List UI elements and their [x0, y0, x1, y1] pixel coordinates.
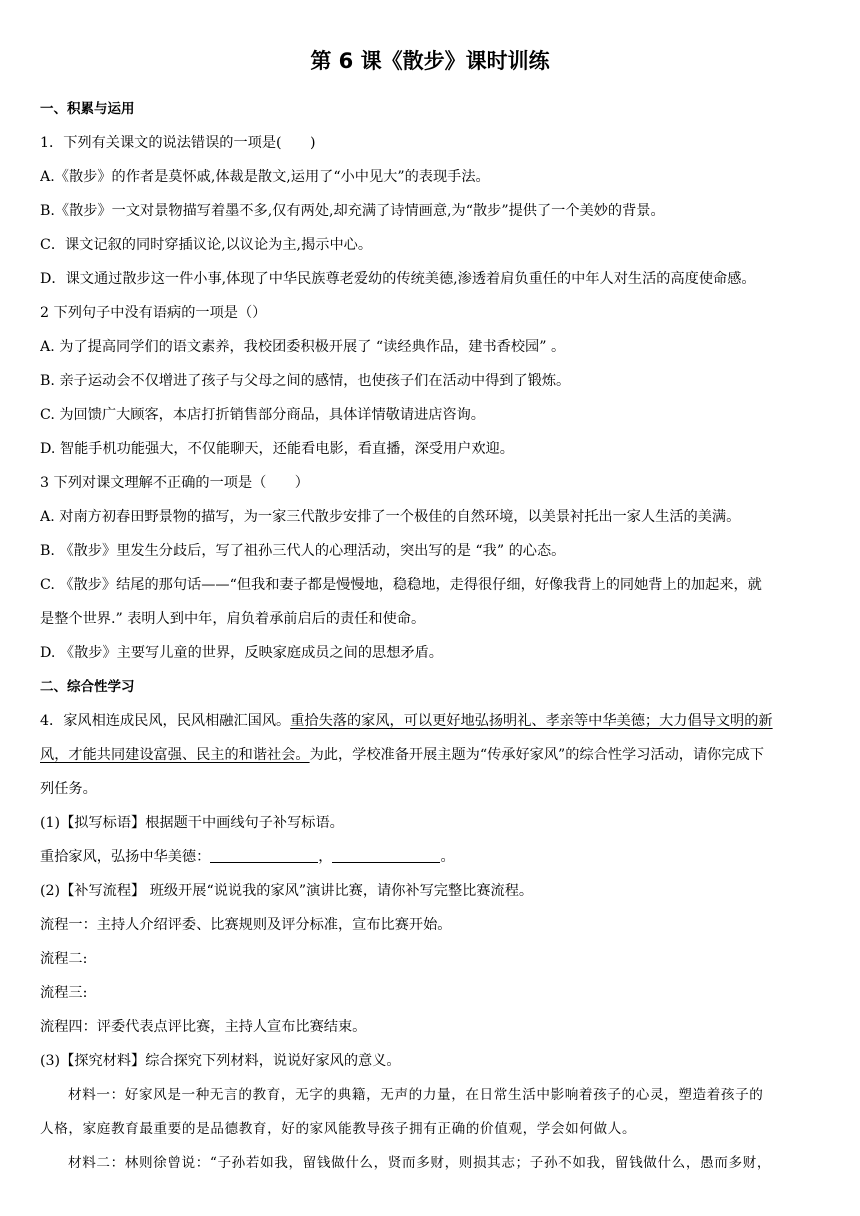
q1-stem: 1．下列有关课文的说法错误的一项是( ) [40, 135, 316, 151]
flow-step-1: 流程一：主持人介绍评委、比赛规则及评分标准，宣布比赛开始。 [40, 917, 452, 933]
slogan-prefix: 重拾家风，弘扬中华美德： [40, 849, 211, 865]
q3-option-c-line2: 是整个世界.” 表明人到中年，肩负着承前启后的责任和使命。 [40, 611, 426, 627]
q4-underlined-sentence-part1: 重拾失落的家风，可以更好地弘扬明礼、孝亲等中华美德；大力倡导文明的新 [290, 713, 773, 729]
q2-option-c: C. 为回馈广大顾客，本店打折销售部分商品，具体详情敬请进店咨询。 [40, 407, 485, 423]
q4-stem-intro: 4．家风相连成民风，民风相融汇国风。 [40, 713, 291, 729]
slogan-blank-1[interactable] [210, 848, 318, 863]
slogan-end: 。 [440, 849, 455, 865]
slogan-blank-2[interactable] [332, 848, 440, 863]
page-title: 第 6 课《散步》课时训练 [310, 49, 550, 73]
q2-option-d: D. 智能手机功能强大，不仅能聊天，还能看电影，看直播，深受用户欢迎。 [40, 441, 514, 457]
q3-option-a: A. 对南方初春田野景物的描写，为一家三代散步安排了一个极佳的自然环境，以美景衬托出一家人生活的美满。 [40, 509, 741, 525]
q1-option-b: B.《散步》一文对景物描写着墨不多,仅有两处,却充满了诗情画意,为“散步”提供了一个美妙的背景。 [40, 203, 665, 219]
flow-step-3: 流程三: [40, 985, 88, 1001]
section-heading-2: 二、综合性学习 [40, 679, 135, 695]
q1-option-d: D．课文通过散步这一件小事,体现了中华民族尊老爱幼的传统美德,渗透着肩负重任的中年人对生活的高度使命感。 [40, 271, 756, 287]
q3-option-c-line1: C. 《散步》结尾的那句话——“但我和妻子都是慢慢地，稳稳地，走得很仔细，好像我背上的同她背上的加起来，就 [40, 577, 762, 593]
q4-part2-label: (2)【补写流程】 班级开展“说说我的家风”演讲比赛，请你补写完整比赛流程。 [40, 883, 534, 899]
material-1-line1: 材料一：好家风是一种无言的教育，无字的典籍，无声的力量，在日常生活中影响着孩子的心灵，塑造着孩子的 [68, 1087, 764, 1103]
q2-option-a: A. 为了提高同学们的语文素养，我校团委积极开展了 “读经典作品，建书香校园” 。 [40, 339, 566, 355]
q4-part1-label: (1)【拟写标语】根据题干中画线句子补写标语。 [40, 815, 344, 831]
q2-option-b: B. 亲子运动会不仅增进了孩子与父母之间的感情，也使孩子们在活动中得到了锻炼。 [40, 373, 571, 389]
flow-step-2: 流程二: [40, 951, 88, 967]
q4-stem-line1 [40, 704, 820, 738]
flow-step-4: 流程四：评委代表点评比赛，主持人宣布比赛结束。 [40, 1019, 367, 1035]
q4-stem-continuation: 为此，学校准备开展主题为“传承好家风”的综合性学习活动，请你完成下 [309, 747, 764, 763]
q3-stem: 3 下列对课文理解不正确的一项是（ ） [40, 475, 309, 491]
material-1-line2: 人格，家庭教育最重要的是品德教育，好的家风能教导孩子拥有正确的价值观，学会如何做人。 [40, 1121, 637, 1137]
q4-part3-label: (3)【探究材料】综合探究下列材料，说说好家风的意义。 [40, 1053, 401, 1069]
q3-option-d: D. 《散步》主要写儿童的世界，反映家庭成员之间的思想矛盾。 [40, 645, 443, 661]
q4-underlined-sentence-part2: 风，才能共同建设富强、民主的和谐社会。 [40, 747, 310, 763]
q1-option-c: C．课文记叙的同时穿插议论,以议论为主,揭示中心。 [40, 237, 373, 253]
q4-stem-line3: 列任务。 [40, 781, 97, 797]
q1-option-a: A.《散步》的作者是莫怀戚,体裁是散文,运用了“小中见大”的表现手法。 [40, 169, 490, 185]
material-2-line1: 材料二：林则徐曾说：“子孙若如我，留钱做什么，贤而多财，则损其志；子孙不如我，留钱做什么，愚而多财， [68, 1155, 772, 1171]
q3-option-b: B. 《散步》里发生分歧后，写了祖孙三代人的心理活动，突出写的是 “我” 的心态。 [40, 543, 566, 559]
slogan-separator: ， [318, 849, 333, 865]
q4-stem-line2 [40, 738, 820, 772]
section-heading-1: 一、积累与运用 [40, 101, 135, 117]
q2-stem: 2 下列句子中没有语病的一项是（） [40, 305, 267, 321]
q4-part1-fill [40, 840, 820, 874]
